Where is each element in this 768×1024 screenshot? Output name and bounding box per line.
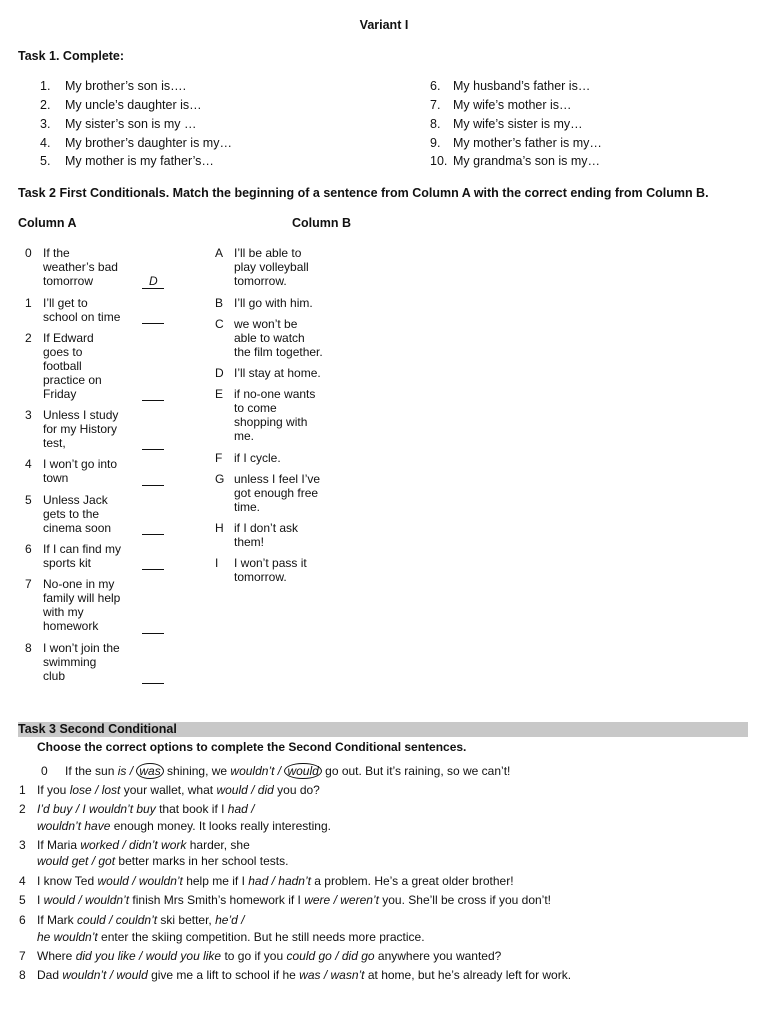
list-item: If you lose / lost your wallet, what would / did you do?	[37, 783, 320, 797]
item-text: I won’t go into	[43, 457, 118, 471]
list-item: would get / got better marks in her school tests.	[37, 854, 289, 868]
item-text: school on time	[43, 310, 121, 324]
item-text: swimming	[43, 655, 97, 669]
item-letter: I	[215, 556, 219, 570]
item-text: play volleyball	[234, 260, 309, 274]
list-item: 7.	[430, 98, 441, 112]
item-text: able to watch	[234, 331, 305, 345]
item-text: No-one in my	[43, 577, 115, 591]
item-text: if no-one wants	[234, 387, 316, 401]
option-choice[interactable]: would / wouldn’t	[97, 874, 183, 888]
answer-blank[interactable]	[142, 485, 164, 486]
answer-blank[interactable]	[142, 569, 164, 570]
list-item: I would / wouldn’t finish Mrs Smith’s homework if I were / weren’t you. She’ll be cross if you don’t!	[37, 893, 552, 907]
item-text: goes to	[43, 345, 83, 359]
item-letter: D	[215, 366, 224, 380]
list-item: I’d buy / I wouldn’t buy that book if I had /	[37, 802, 255, 816]
task1-heading: Task 1. Complete:	[18, 49, 125, 63]
item-number: 7	[19, 949, 26, 963]
option-choice[interactable]: wouldn’t / would	[62, 968, 148, 982]
item-letter: H	[215, 521, 224, 535]
item-text: we won’t be	[234, 317, 298, 331]
item-text: I won’t pass it	[234, 556, 307, 570]
option-choice[interactable]: could / couldn’t	[77, 913, 158, 927]
item-letter: B	[215, 296, 224, 310]
item-letter: A	[215, 246, 224, 260]
option-choice[interactable]: worked / didn’t work	[80, 838, 187, 852]
item-text: if I cycle.	[234, 451, 281, 465]
item-text: with my	[43, 605, 84, 619]
option-choice[interactable]: he’d /	[215, 913, 245, 927]
option-choice[interactable]: were / weren’t	[304, 893, 379, 907]
item-number: 5	[25, 493, 32, 507]
task3-instruction: Choose the correct options to complete the Second Conditional sentences.	[37, 740, 467, 754]
item-text: for my History	[43, 422, 118, 436]
list-item: he wouldn’t enter the skiing competition. But he still needs more practice.	[37, 930, 425, 944]
item-number: 4	[19, 874, 26, 888]
answer-blank[interactable]	[142, 323, 164, 324]
item-letter: F	[215, 451, 223, 465]
item-text: them!	[234, 535, 265, 549]
item-text: tomorrow.	[234, 570, 287, 584]
item-letter: C	[215, 317, 224, 331]
item-text: test,	[43, 436, 66, 450]
list-item: Where did you like / would you like to go if you could go / did go anywhere you wanted?	[37, 949, 502, 963]
list-item-text: My sister’s son is my …	[65, 117, 197, 131]
list-item: 1.	[40, 79, 51, 93]
item-number: 2	[25, 331, 32, 345]
item-text: If Edward	[43, 331, 94, 345]
list-item: 9.	[430, 136, 441, 150]
item-text: unless I feel I’ve	[234, 472, 321, 486]
list-item: 10.	[430, 154, 448, 168]
option-choice[interactable]: had /	[227, 802, 255, 816]
answer-blank[interactable]	[142, 449, 164, 450]
list-item: 3.	[40, 117, 51, 131]
option-choice[interactable]: could go / did go	[286, 949, 375, 963]
list-item-text: My brother’s son is….	[65, 79, 187, 93]
list-item-text: My brother’s daughter is my…	[65, 136, 232, 150]
item-number: 6	[25, 542, 32, 556]
list-item: 4.	[40, 136, 51, 150]
item-text: If the	[43, 246, 70, 260]
item-letter: E	[215, 387, 224, 401]
item-text: I won’t join the	[43, 641, 120, 655]
item-text: Unless Jack	[43, 493, 108, 507]
item-number: 3	[19, 838, 26, 852]
item-number: 6	[19, 913, 26, 927]
item-number: 7	[25, 577, 32, 591]
list-item-text: My grandma’s son is my…	[453, 154, 601, 168]
page-title: Variant I	[359, 18, 409, 32]
item-number: 0	[25, 246, 32, 260]
item-text: football	[43, 359, 82, 373]
option-choice[interactable]: would / wouldn’t	[43, 893, 130, 907]
option-choice[interactable]: lose / lost	[69, 783, 121, 797]
item-text: gets to the	[43, 507, 100, 521]
option-choice[interactable]: I’d buy / I wouldn’t buy	[37, 802, 156, 816]
item-text: practice on	[43, 373, 102, 387]
list-item: 2.	[40, 98, 51, 112]
task3-heading: Task 3 Second Conditional	[18, 722, 177, 736]
item-number: 5	[19, 893, 26, 907]
item-number: 1	[19, 783, 26, 797]
item-text: sports kit	[43, 556, 92, 570]
item-text: shopping with	[234, 415, 308, 429]
circled-answer: would	[284, 763, 321, 779]
item-text: town	[43, 471, 69, 485]
item-text: if I don’t ask	[234, 521, 299, 535]
list-item-text: My husband’s father is…	[453, 79, 591, 93]
example-sentence: If the sun is / was shining, we wouldn’t / would go out. But it’s raining, so we can’t!	[65, 764, 511, 778]
list-item: 5.	[40, 154, 51, 168]
item-text: family will help	[43, 591, 121, 605]
item-text: tomorrow.	[234, 274, 287, 288]
item-text: tomorrow	[43, 274, 94, 288]
item-text: club	[43, 669, 66, 683]
answer-blank[interactable]	[142, 288, 164, 289]
item-text: I’ll be able to	[234, 246, 302, 260]
task2-heading: Task 2 First Conditionals. Match the beginning of a sentence from Column A with the correct ending from Column B.	[18, 186, 709, 200]
item-text: homework	[43, 619, 99, 633]
option-choice[interactable]: was / wasn’t	[299, 968, 365, 982]
list-item-text: My wife’s sister is my…	[453, 117, 583, 131]
item-text: the film together.	[234, 345, 323, 359]
item-number: 4	[25, 457, 32, 471]
list-item-text: My uncle’s daughter is…	[65, 98, 202, 112]
list-item: If Mark could / couldn’t ski better, he’d /	[37, 913, 245, 927]
list-item: wouldn’t have enough money. It looks really interesting.	[37, 819, 331, 833]
list-item-text: My mother’s father is my…	[453, 136, 602, 150]
item-letter: G	[215, 472, 225, 486]
item-number: 3	[25, 408, 32, 422]
column-a-label: Column A	[18, 216, 77, 230]
item-text: to come	[234, 401, 277, 415]
item-text: Friday	[43, 387, 77, 401]
option-choice[interactable]: would get / got	[37, 854, 116, 868]
option-choice[interactable]: did you like / would you like	[75, 949, 222, 963]
item-number: 1	[25, 296, 32, 310]
answer-blank[interactable]	[142, 400, 164, 401]
column-b-label: Column B	[292, 216, 352, 230]
item-number: 2	[19, 802, 26, 816]
item-text: time.	[234, 500, 261, 514]
circled-answer: was	[136, 763, 163, 779]
item-text: cinema soon	[43, 521, 112, 535]
option-choice[interactable]: he wouldn’t	[37, 930, 98, 944]
option-choice[interactable]: wouldn’t have	[37, 819, 111, 833]
item-text: I’ll get to	[43, 296, 88, 310]
item-text: Unless I study	[43, 408, 119, 422]
list-item: 8.	[430, 117, 441, 131]
list-item-text: My mother is my father’s…	[65, 154, 214, 168]
item-text: I’ll go with him.	[234, 296, 313, 310]
answer-blank[interactable]	[142, 534, 164, 535]
answer-text: D	[149, 274, 158, 288]
item-text: got enough free	[234, 486, 319, 500]
option-choice[interactable]: would / did	[216, 783, 274, 797]
list-item-text: My wife’s mother is…	[453, 98, 572, 112]
item-text: I’ll stay at home.	[234, 366, 321, 380]
list-item: If Maria worked / didn’t work harder, she	[37, 838, 250, 852]
answer-blank[interactable]	[142, 683, 164, 684]
item-text: weather’s bad	[43, 260, 118, 274]
option-choice[interactable]: had / hadn’t	[248, 874, 311, 888]
item-number: 8	[19, 968, 26, 982]
list-item: I know Ted would / wouldn’t help me if I had / hadn’t a problem. He’s a great older brother!	[37, 874, 514, 888]
list-item: Dad wouldn’t / would give me a lift to school if he was / wasn’t at home, but he’s already left for work.	[37, 968, 572, 982]
answer-blank[interactable]	[142, 633, 164, 634]
list-item: 6.	[430, 79, 441, 93]
item-number: 8	[25, 641, 32, 655]
item-number: 0	[41, 764, 48, 778]
item-text: me.	[234, 429, 255, 443]
item-text: If I can find my	[43, 542, 122, 556]
